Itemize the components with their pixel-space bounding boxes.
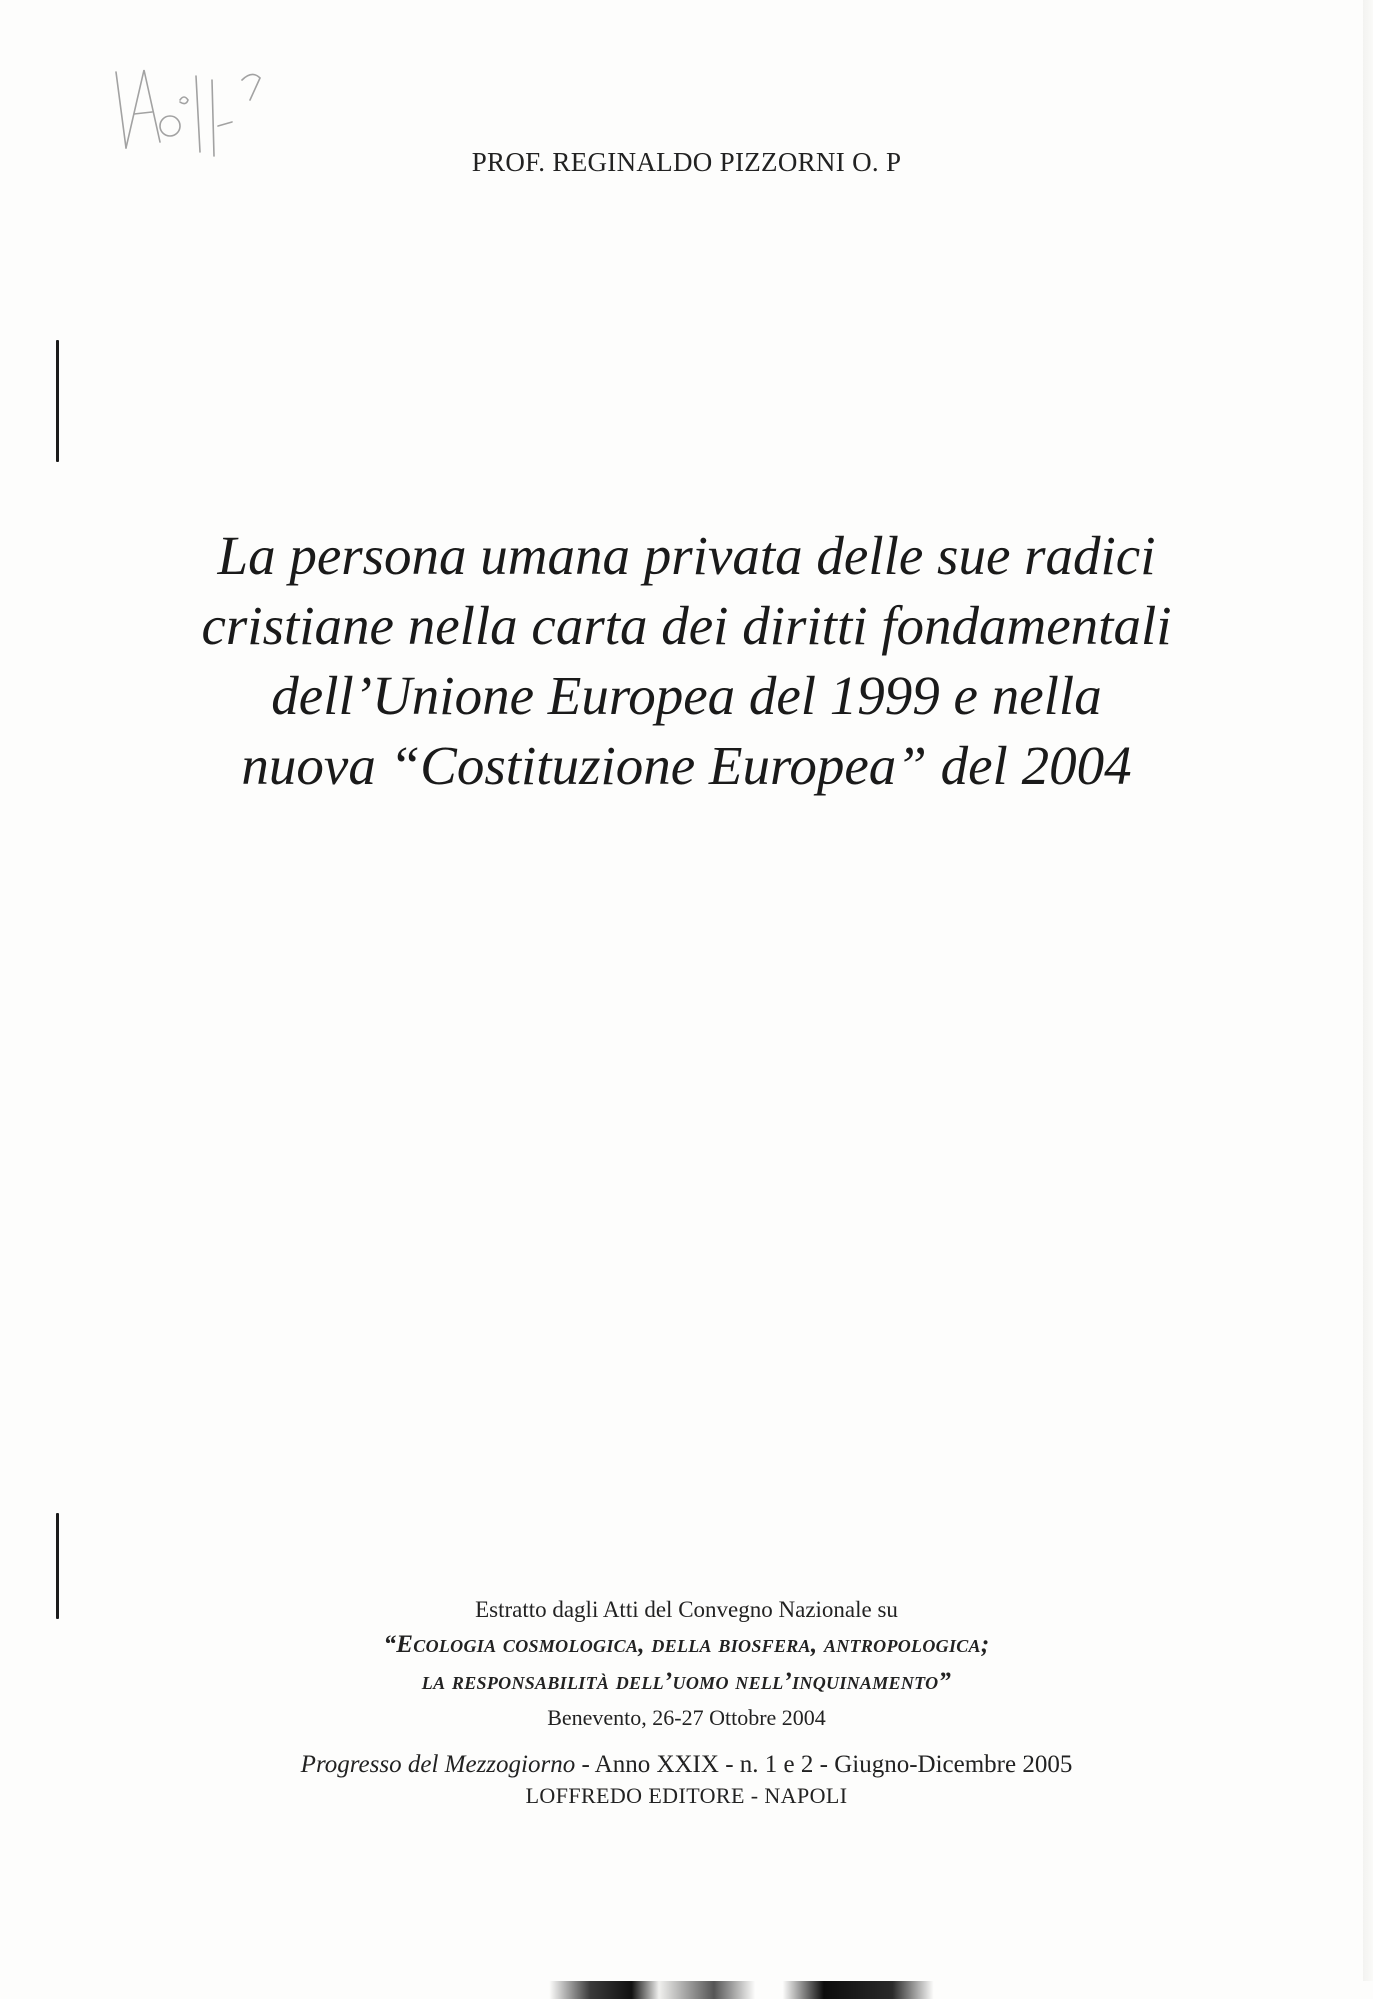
page-edge-right bbox=[1363, 0, 1373, 1999]
journal-details: - Anno XXIX - n. 1 e 2 - Giugno-Dicembre 2005 bbox=[575, 1751, 1073, 1778]
title-line: cristiane nella carta dei diritti fondamentali bbox=[201, 595, 1172, 656]
extract-intro: Estratto dagli Atti del Convegno Nazionale su bbox=[475, 1597, 898, 1622]
author-name: PROF. REGINALDO PIZZORNI O. P bbox=[471, 147, 902, 177]
conference-place-date: Benevento, 26-27 Ottobre 2004 bbox=[547, 1705, 826, 1730]
publication-info bbox=[0, 1593, 1373, 1811]
publisher-name: LOFFREDO EDITORE - NAPOLI bbox=[525, 1783, 848, 1808]
conference-title-line-2: la responsabilità dell’uomo nell’inquinamento” bbox=[421, 1668, 952, 1695]
journal-citation bbox=[0, 1748, 1373, 1781]
journal-name: Progresso del Mezzogiorno bbox=[300, 1751, 576, 1778]
title-line: dell’Unione Europea del 1999 e nella bbox=[271, 665, 1102, 726]
document-title bbox=[0, 521, 1373, 801]
conference-title-line-1: “Ecologia cosmologica, della biosfera, antropologica; bbox=[383, 1631, 990, 1658]
staple-mark-top bbox=[56, 340, 59, 462]
handwritten-pencil-note bbox=[108, 30, 278, 160]
title-line: La persona umana privata delle sue radici bbox=[217, 525, 1156, 586]
title-line: nuova “Costituzione Europea” del 2004 bbox=[241, 735, 1132, 796]
scan-edge-bottom bbox=[0, 1981, 1373, 1999]
